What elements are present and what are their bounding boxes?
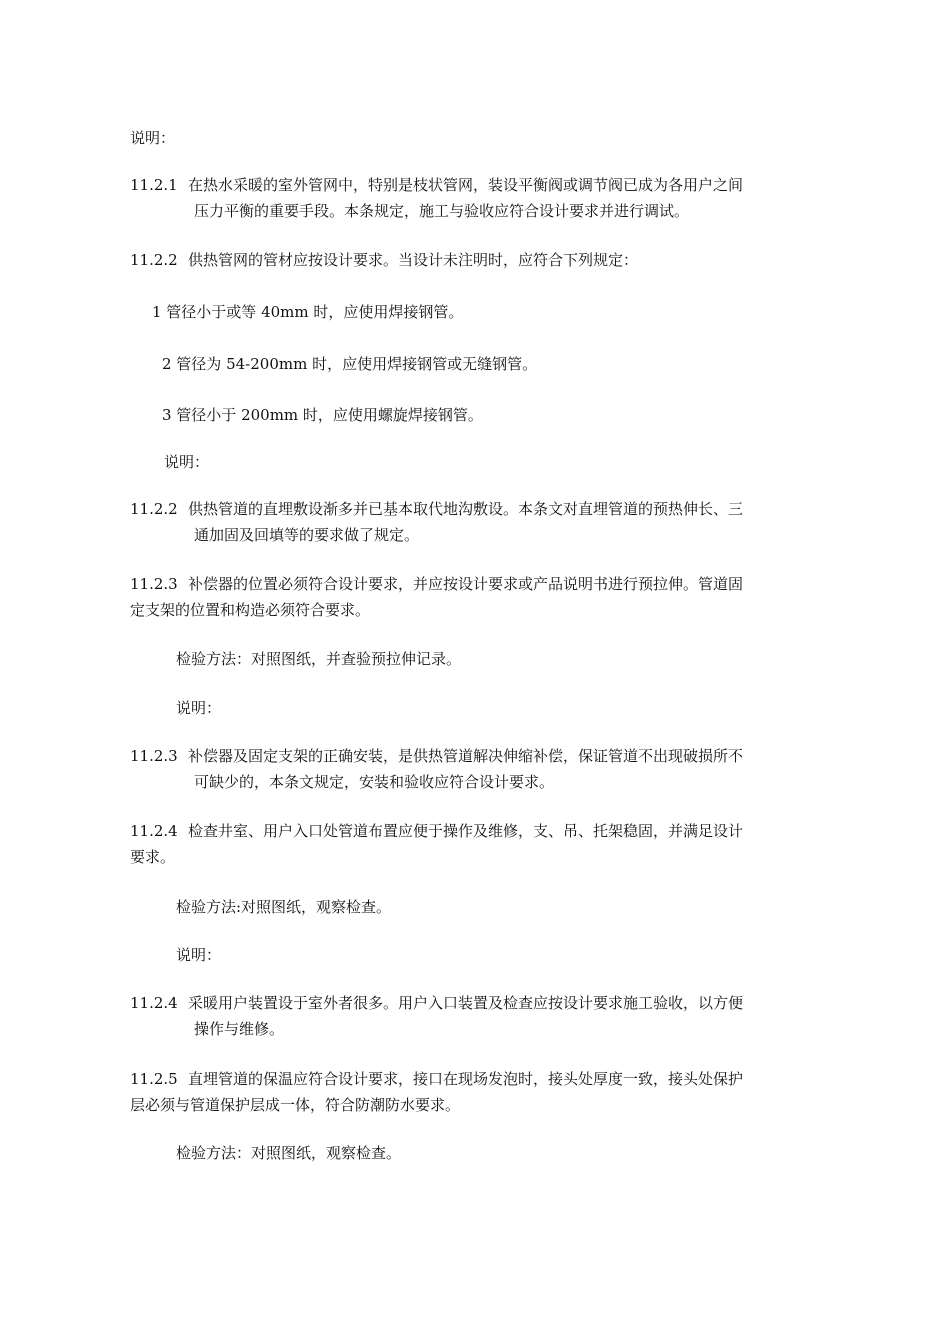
clause-text: 供热管网的管材应按设计要求。当设计未注明时，应符合下列规定： [188, 251, 639, 269]
clause-text-continued: 操作与维修。 [194, 1020, 285, 1038]
clause-text: 采暖用户装置设于室外者很多。用户入口装置及检查应按设计要求施工验收，以方便 [188, 994, 744, 1012]
clause-number: 11.2.4 [130, 994, 178, 1012]
clause-number: 11.2.2 [130, 500, 178, 518]
clause-11-2-3-note [130, 744, 743, 768]
clause-text-continued: 通加固及回填等的要求做了规定。 [194, 526, 420, 544]
clause-number: 11.2.4 [130, 822, 178, 840]
list-item: 2 管径为 54-200mm 时，应使用焊接钢管或无缝钢管。 [162, 355, 538, 373]
note-label: 说明： [176, 699, 222, 717]
clause-text: 在热水采暖的室外管网中，特别是枝状管网，装设平衡阀或调节阀已成为各用户之间 [188, 176, 744, 194]
clause-number: 11.2.5 [130, 1070, 178, 1088]
note-label: 说明： [164, 453, 210, 471]
inspection-method: 检验方法：对照图纸，并查验预拉伸记录。 [176, 650, 462, 668]
list-item: 3 管径小于 200mm 时，应使用螺旋焊接钢管。 [162, 406, 483, 424]
clause-text: 直埋管道的保温应符合设计要求，接口在现场发泡时，接头处厚度一致，接头处保护 [188, 1070, 744, 1088]
clause-11-2-2 [130, 248, 638, 272]
clause-number: 11.2.2 [130, 251, 178, 269]
clause-text: 补偿器及固定支架的正确安装，是供热管道解决伸缩补偿，保证管道不出现破损所不 [188, 747, 744, 765]
clause-11-2-3 [130, 572, 743, 596]
clause-text-continued: 可缺少的，本条文规定，安装和验收应符合设计要求。 [194, 773, 555, 791]
list-item: 1 管径小于或等 40mm 时，应使用焊接钢管。 [152, 303, 464, 321]
note-label: 说明： [176, 946, 222, 964]
clause-11-2-4-note [130, 991, 743, 1015]
clause-11-2-4 [130, 819, 743, 843]
clause-number: 11.2.1 [130, 176, 178, 194]
clause-text-continued: 要求。 [130, 848, 176, 866]
clause-text-continued: 定支架的位置和构造必须符合要求。 [130, 601, 371, 619]
clause-text: 检查井室、用户入口处管道布置应便于操作及维修，支、吊、托架稳固，并满足设计 [188, 822, 744, 840]
clause-text: 补偿器的位置必须符合设计要求，并应按设计要求或产品说明书进行预拉伸。管道固 [188, 575, 744, 593]
clause-11-2-5 [130, 1067, 743, 1091]
note-label: 说明： [130, 129, 176, 147]
clause-number: 11.2.3 [130, 747, 178, 765]
clause-11-2-1 [130, 173, 743, 197]
clause-text-continued: 压力平衡的重要手段。本条规定，施工与验收应符合设计要求并进行调试。 [194, 202, 690, 220]
clause-11-2-2-note [130, 497, 743, 521]
clause-text-continued: 层必须与管道保护层成一体，符合防潮防水要求。 [130, 1096, 461, 1114]
clause-text: 供热管道的直埋敷设渐多并已基本取代地沟敷设。本条文对直埋管道的预热伸长、三 [188, 500, 744, 518]
inspection-method: 检验方法：对照图纸，观察检查。 [176, 1144, 402, 1162]
inspection-method: 检验方法:对照图纸，观察检查。 [176, 898, 392, 916]
clause-number: 11.2.3 [130, 575, 178, 593]
